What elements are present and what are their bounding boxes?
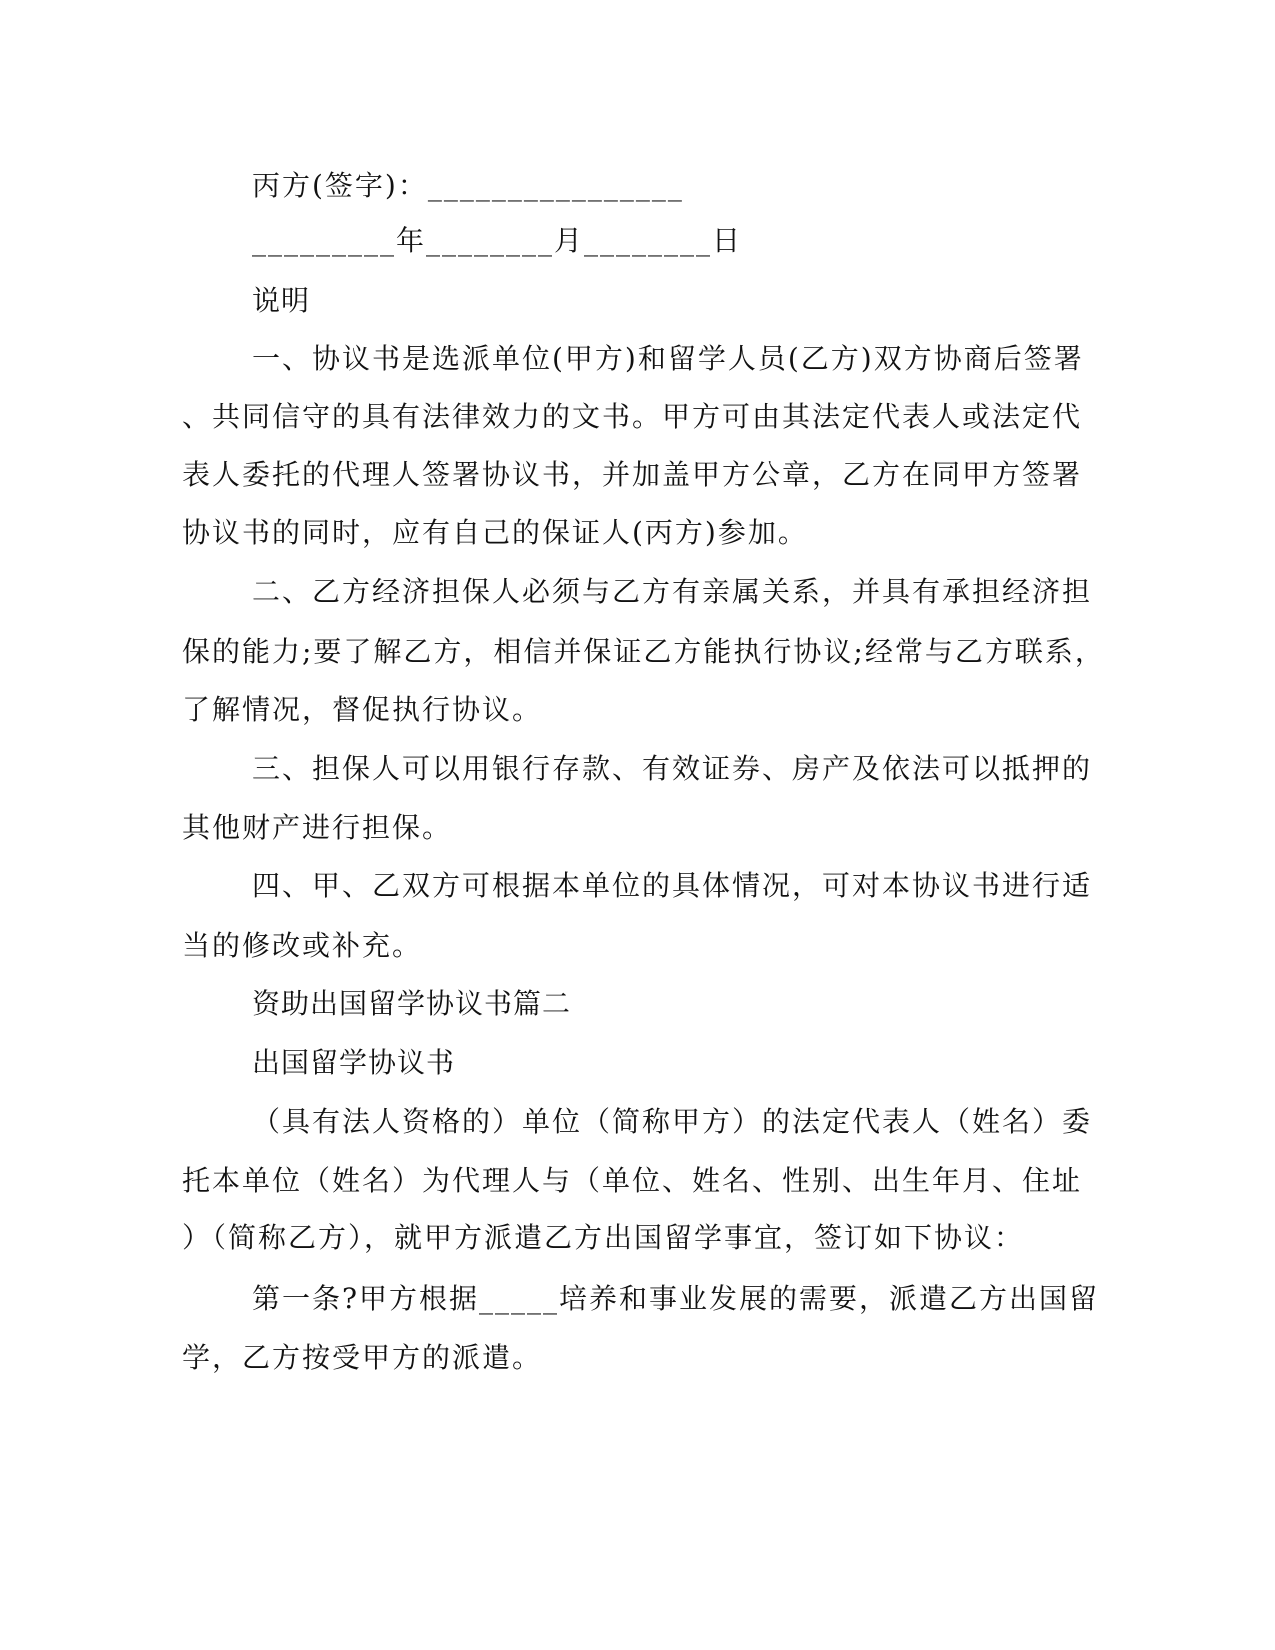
paragraph-1-line-3: 表人委托的代理人签署协议书，并加盖甲方公章，乙方在同甲方签署 — [182, 458, 1083, 491]
date-line: _________年________月________日 — [252, 224, 743, 257]
paragraph-2-line-1: 二、乙方经济担保人必须与乙方有亲属关系，并具有承担经济担 — [252, 575, 1093, 608]
intro-paragraph-line-2: 托本单位（姓名）为代理人与（单位、姓名、性别、出生年月、住址 — [182, 1164, 1083, 1197]
paragraph-3-line-2: 其他财产进行担保。 — [182, 811, 453, 844]
paragraph-1-line-1: 一、协议书是选派单位(甲方)和留学人员(乙方)双方协商后签署 — [252, 342, 1084, 375]
explanation-heading: 说明 — [252, 284, 311, 317]
agreement-title: 出国留学协议书 — [252, 1046, 456, 1079]
intro-paragraph-line-3: ）（简称乙方），就甲方派遣乙方出国留学事宜，签订如下协议： — [182, 1221, 1025, 1254]
paragraph-1-line-4: 协议书的同时，应有自己的保证人(丙方)参加。 — [182, 516, 808, 549]
paragraph-4-line-2: 当的修改或补充。 — [182, 929, 423, 962]
paragraph-4-line-1: 四、甲、乙双方可根据本单位的具体情况，可对本协议书进行适 — [252, 869, 1093, 902]
paragraph-1-line-2: 、共同信守的具有法律效力的文书。甲方可由其法定代表人或法定代 — [182, 400, 1083, 433]
paragraph-2-line-3: 了解情况，督促执行协议。 — [182, 693, 543, 726]
article-1-line-2: 学，乙方按受甲方的派遣。 — [182, 1341, 543, 1374]
paragraph-3-line-1: 三、担保人可以用银行存款、有效证券、房产及依法可以抵押的 — [252, 752, 1093, 785]
paragraph-2-line-2: 保的能力;要了解乙方，相信并保证乙方能执行协议;经常与乙方联系， — [182, 635, 1105, 668]
article-1-line-1: 第一条?甲方根据_____培养和事业发展的需要，派遣乙方出国留 — [252, 1282, 1100, 1315]
intro-paragraph-line-1: （具有法人资格的）单位（简称甲方）的法定代表人（姓名）委 — [252, 1105, 1093, 1138]
section-title: 资助出国留学协议书篇二 — [252, 987, 572, 1020]
signature-line: 丙方(签字)：________________ — [252, 169, 684, 202]
